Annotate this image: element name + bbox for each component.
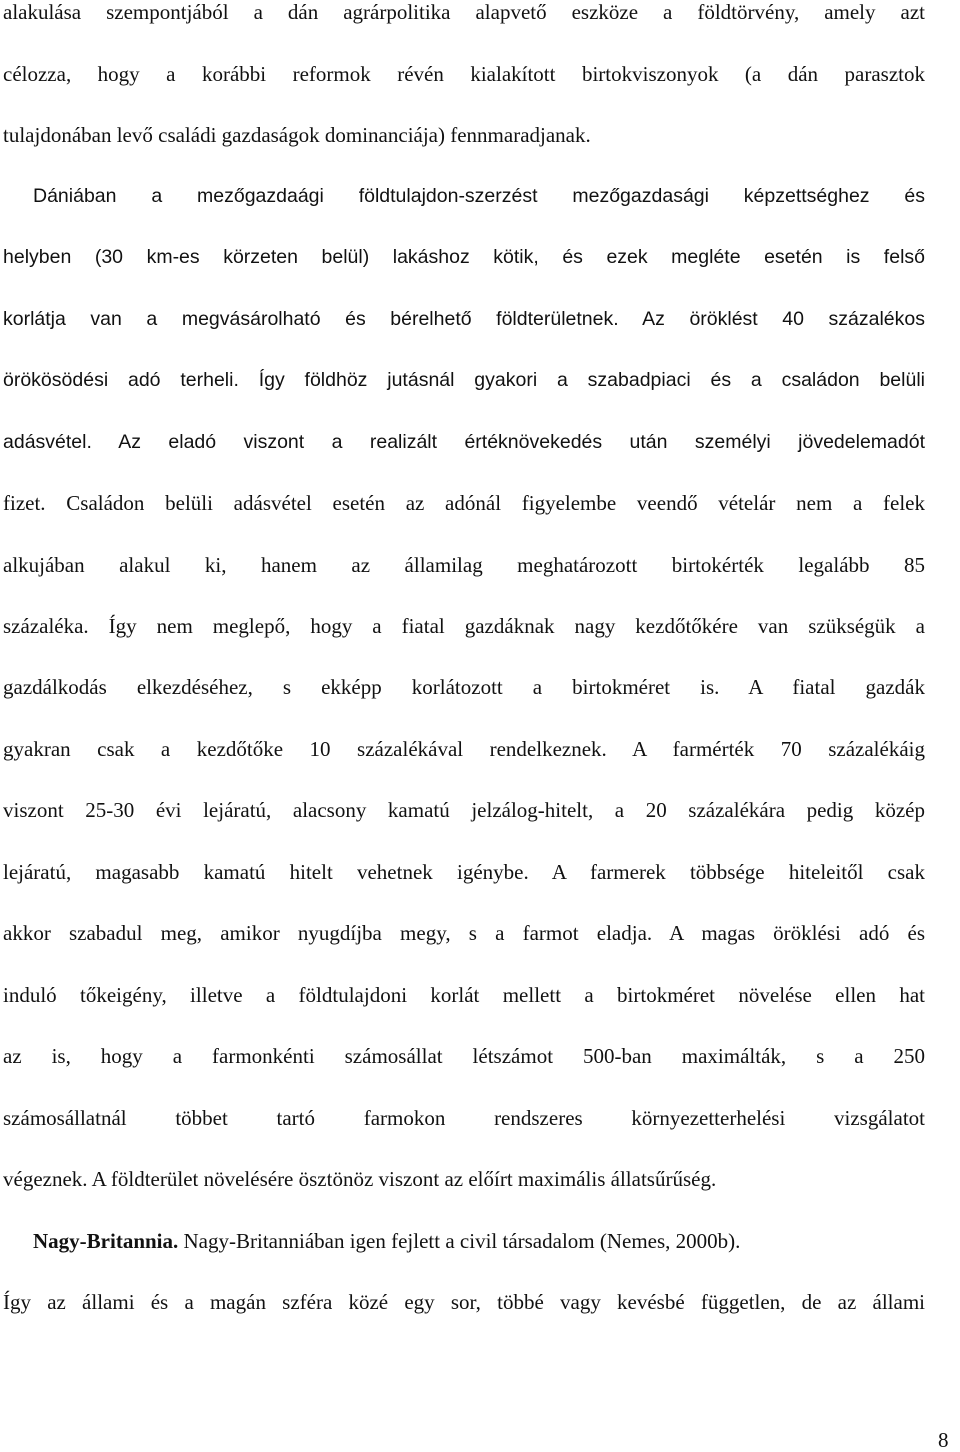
text-line-1: alakulása szempontjából a dán agrárpolitika alapvető eszköze a földtörvény, amely azt	[3, 0, 925, 24]
text-line-7: örökösödési adó terheli. Így földhöz jutásnál gyakori a szabadpiaci és a családon belüli	[3, 369, 925, 391]
text-line-11: százaléka. Így nem meglepő, hogy a fiatal gazdáknak nagy kezdőtőkére van szükségük a	[3, 614, 925, 638]
text-line-9: fizet. Családon belüli adásvétel esetén az adónál figyelembe veendő vételár nem a felek	[3, 491, 925, 515]
text-line-19: számosállatnál többet tartó farmokon rendszeres környezetterhelési vizsgálatot	[3, 1106, 925, 1130]
page-number: 8	[938, 1428, 949, 1452]
text-line-2: célozza, hogy a korábbi reformok révén kialakított birtokviszonyok (a dán parasztok	[3, 62, 925, 86]
text-line-16: akkor szabadul meg, amikor nyugdíjba megy, s a farmot eladja. A magas öröklési adó és	[3, 921, 925, 945]
text-line-4: Dániában a mezőgazdaági földtulajdon-szerzést mezőgazdasági képzettséghez és	[33, 185, 925, 207]
text-line-14: viszont 25-30 évi lejáratú, alacsony kamatú jelzálog-hitelt, a 20 százalékára pedig közép	[3, 798, 925, 822]
text-line-20: végeznek. A földterület növelésére ösztönöz viszont az előírt maximális állatsűrűség.	[3, 1167, 717, 1191]
text-line-6: korlátja van a megvásárolható és bérelhető földterületnek. Az öröklést 40 százalékos	[3, 308, 925, 330]
text-line-5: helyben (30 km-es körzeten belül) lakáshoz kötik, és ezek megléte esetén is felső	[3, 246, 925, 268]
section-nagy-britannia-line	[33, 1226, 925, 1256]
text-line-12: gazdálkodás elkezdéséhez, s ekképp korlátozott a birtokméret is. A fiatal gazdák	[3, 675, 925, 699]
text-line-3: tulajdonában levő családi gazdaságok dominanciája) fennmaradjanak.	[3, 123, 591, 147]
text-line-8: adásvétel. Az eladó viszont a realizált értéknövekedés után személyi jövedelemadót	[3, 431, 925, 453]
text-line-last: Így az állami és a magán szféra közé egy sor, többé vagy kevésbé független, de az állami	[3, 1290, 925, 1314]
text-line-13: gyakran csak a kezdőtőke 10 százalékával rendelkeznek. A farmérték 70 százalékáig	[3, 737, 925, 761]
text-line-10: alkujában alakul ki, hanem az államilag meghatározott birtokérték legalább 85	[3, 553, 925, 577]
text-line-15: lejáratú, magasabb kamatú hitelt vehetnek igénybe. A farmerek többsége hiteleitől csak	[3, 860, 925, 884]
section-intro-text: Nagy-Britanniában igen fejlett a civil társadalom (Nemes, 2000b).	[178, 1229, 741, 1253]
section-heading-nagy-britannia: Nagy-Britannia.	[33, 1229, 179, 1253]
text-line-18: az is, hogy a farmonkénti számosállat létszámot 500-ban maximálták, s a 250	[3, 1044, 925, 1068]
text-line-17: induló tőkeigény, illetve a földtulajdoni korlát mellett a birtokméret növelése ellen hat	[3, 983, 925, 1007]
